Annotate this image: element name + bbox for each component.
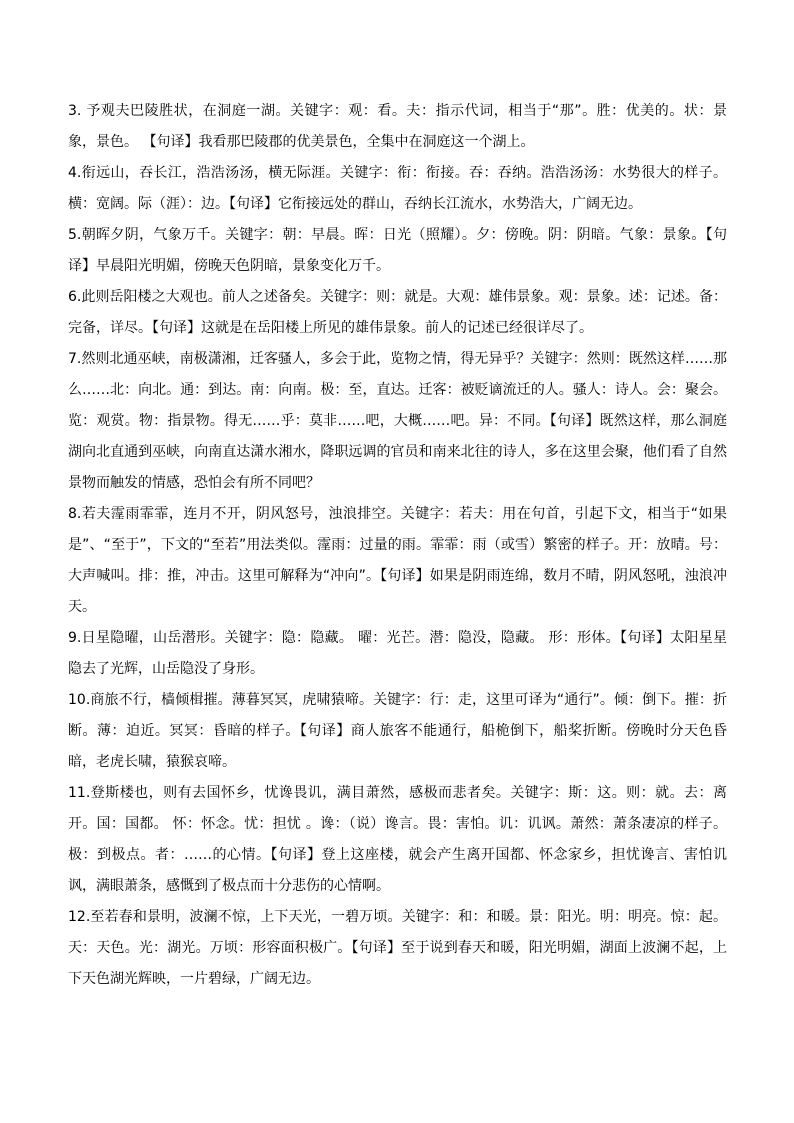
item-number: 11 <box>68 785 86 801</box>
item-number: 6 <box>68 289 77 305</box>
paragraph-item-11 <box>68 778 727 902</box>
item-number: 7 <box>68 351 77 367</box>
paragraph-item-10 <box>68 685 727 778</box>
paragraph-item-7 <box>68 344 727 499</box>
paragraph-item-5 <box>68 220 727 282</box>
paragraph-text: .商旅不行，樯倾楫摧。薄暮冥冥，虎啸猿啼。关键字：行：走，这里可译为“通行”。倾：倒下。摧：折断。薄：迫近。冥冥：昏暗的样子。【句译】商人旅客不能通行，船桅倒下，船桨折断。傍晚时分天色昏暗，老虎长啸，猿猴哀啼。 <box>68 692 727 770</box>
paragraph-text: .朝晖夕阴，气象万千。关键字：朝：早晨。晖：日光（照耀）。夕：傍晚。阴：阴暗。气象：景象。【句译】早晨阳光明媚，傍晚天色阴暗，景象变化万千。 <box>68 227 727 274</box>
paragraph-item-4 <box>68 158 727 220</box>
item-number: 9 <box>68 630 77 646</box>
document-body <box>68 96 727 995</box>
paragraph-item-9 <box>68 623 727 685</box>
paragraph-item-8 <box>68 499 727 623</box>
paragraph-item-12 <box>68 902 727 995</box>
item-number: 4 <box>68 165 77 181</box>
item-number: 5 <box>68 227 77 243</box>
paragraph-text: .衔远山，吞长江，浩浩汤汤，横无际涯。关键字：衔：衔接。吞：吞纳。浩浩汤汤：水势很大的样子。横：宽阔。际（涯）：边。【句译】它衔接远处的群山，吞纳长江流水，水势浩大，广阔无边。 <box>68 165 727 212</box>
item-number: 10 <box>68 692 86 708</box>
paragraph-text: .然则北通巫峡，南极潇湘，迁客骚人，多会于此，览物之情，得无异乎？关键字：然则：既然这样……那么……北：向北。通：到达。南：向南。极：至，直达。迁客：被贬谪流迁的人。骚人：诗人。会：聚会。览：观赏。物：指景物。得无……乎：莫非……吧，大概……吧。异：不同。【句译】既然这样，那么洞庭湖向北直通到巫峡，向南直达潇水湘水，降职远调的官员和南来北往的诗人，多在这里会聚，他们看了自然景物而触发的情感，恐怕会有所不同吧？ <box>68 351 727 491</box>
paragraph-text: . 予观夫巴陵胜状，在洞庭一湖。关键字：观：看。夫：指示代词，相当于“那”。胜：优美的。状：景象，景色。 【句译】我看那巴陵郡的优美景色，全集中在洞庭这一个湖上。 <box>68 103 727 150</box>
item-number: 12 <box>68 909 86 925</box>
item-number: 3 <box>68 103 77 119</box>
paragraph-text: .若夫霪雨霏霏，连月不开，阴风怒号，浊浪排空。关键字：若夫：用在句首，引起下文，相当于“如果是”、“至于”，下文的“至若”用法类似。霪雨：过量的雨。霏霏：雨（或雪）繁密的样子。开：放晴。号：大声喊叫。排：推，冲击。这里可解释为“冲向”。【句译】如果是阴雨连绵，数月不晴，阴风怒吼，浊浪冲天。 <box>68 506 727 615</box>
item-number: 8 <box>68 506 77 522</box>
paragraph-text: .日星隐曜，山岳潜形。关键字：隐：隐藏。 曜：光芒。潜：隐没，隐藏。 形：形体。【句译】太阳星星隐去了光辉，山岳隐没了身形。 <box>68 630 727 677</box>
paragraph-text: .至若春和景明，波澜不惊，上下天光，一碧万顷。关键字：和：和暖。景：阳光。明：明亮。惊：起。天：天色。光：湖光。万顷：形容面积极广。【句译】至于说到春天和暖，阳光明媚，湖面上波澜不起，上下天色湖光辉映，一片碧绿，广阔无边。 <box>68 909 727 987</box>
paragraph-item-6 <box>68 282 727 344</box>
paragraph-text: .此则岳阳楼之大观也。前人之述备矣。关键字：则：就是。大观：雄伟景象。观：景象。述：记述。备：完备，详尽。【句译】这就是在岳阳楼上所见的雄伟景象。前人的记述已经很详尽了。 <box>68 289 727 336</box>
paragraph-item-3 <box>68 96 727 158</box>
paragraph-text: .登斯楼也，则有去国怀乡，忧谗畏讥，满目萧然，感极而悲者矣。关键字：斯：这。则：就。去：离开。国：国都。 怀：怀念。忧：担忧 。谗：（说）谗言。畏：害怕。讥：讥讽。萧然：萧条凄凉的样子。极：到极点。者：……的心情。【句译】登上这座楼，就会产生离开国都、怀念家乡，担忧谗言、害怕讥讽，满眼萧条，感慨到了极点而十分悲伤的心情啊。 <box>68 785 727 894</box>
